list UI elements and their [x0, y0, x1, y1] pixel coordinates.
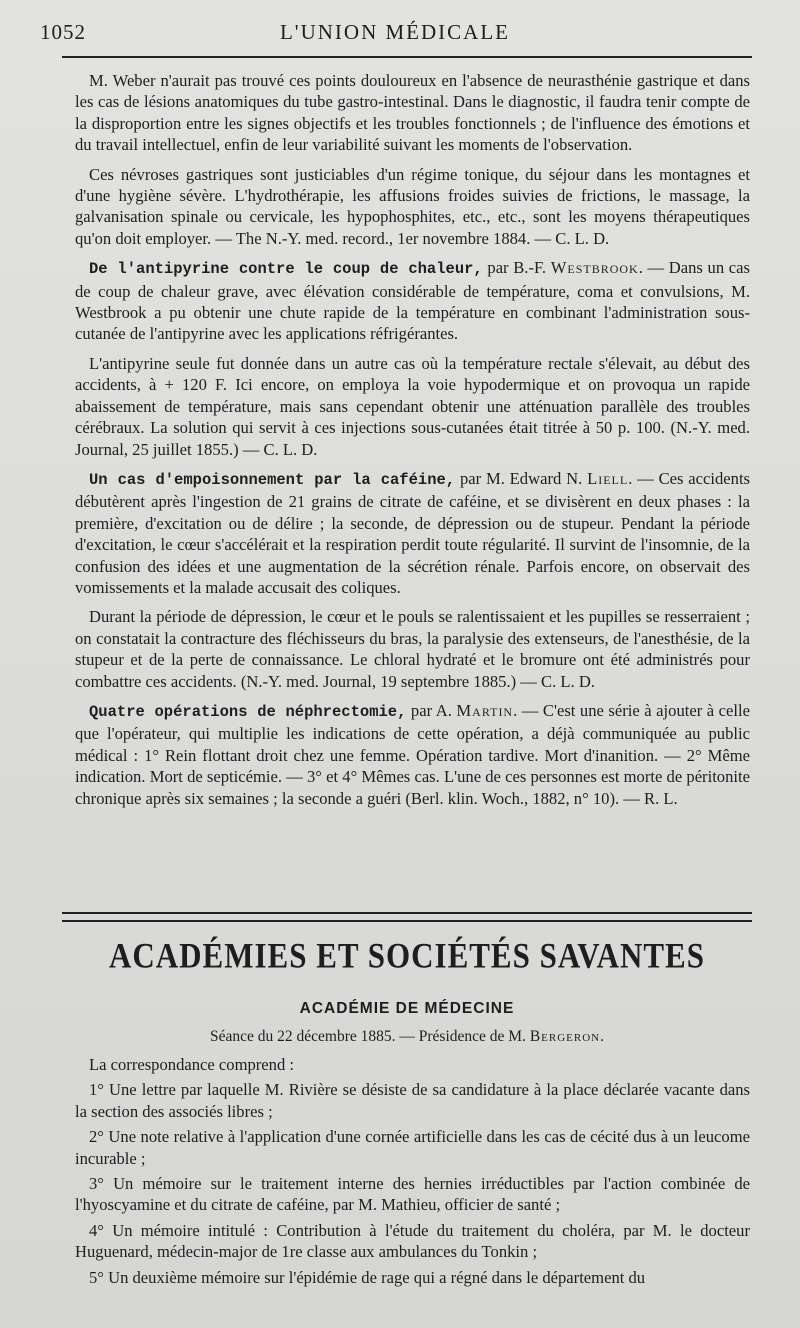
correspondance-intro: La correspondance comprend : — [89, 1055, 295, 1074]
paragraph-nevroses: Ces névroses gastriques sont justiciables d'un régime tonique, du séjour dans les montagnes et d'une hygiène sévère. L'hydrothérapie, les affusions froides suivies de frictions, le massage, la galvanisation spinale ou cervicale, les hypophosphites, etc., etc., sont les moyens thérapeutiques qu'on doit employer. — The N.-Y. med. record., 1er novembre 1884. — C. L. D. — [75, 164, 750, 248]
paragraph-antipyrine: De l'antipyrine contre le coup de chaleur, par B.-F. Westbrook. — Dans un cas de coup de chaleur grave, avec élévation considérable de température, coma et convulsions, M. Westbrook a pu obtenir une chute rapide de la température en combinant l'administration sous-cutanée de l'antipyrine avec les applications réfrigérantes. — [75, 258, 750, 344]
article-title-antipyrine: De l'antipyrine contre le coup de chaleur, — [89, 260, 483, 279]
paragraph-antipyrine-2: L'antipyrine seule fut donnée dans un autre cas où la température rectale s'élevait, au début des accidents, à + 120 F. Ici encore, on employa la voie hypodermique et on provoqua un rapide abaissement de température, mais sans cependant obtenir une atténuation parallèle des troubles cérébraux. La solution qui servit à ces injections sous-cutanées était titrée à 50 p. 100. (N.-Y. med. Journal, 25 juillet 1855.) — C. L. D. — [75, 353, 750, 459]
paragraph-nephrectomie: Quatre opérations de néphrectomie, par A. Martin. — C'est une série à ajouter à celle que l'opérateur, qui multiplie les indications de cette opération, a déjà communiquée au public médical : 1° Rein flottant droit chez une femme. Opération tardive. Mort d'inanition. — 2° Même indication. Mort de septicémie. — 3° et 4° Mêmes cas. L'une de ces personnes est morte de péritonite chronique après six semaines ; la seconde a guéri (Berl. klin. Woch., 1882, n° 10). — R. L. — [75, 700, 750, 808]
list-item: 5° Un deuxième mémoire sur l'épidémie de rage qui a régné dans le département du — [89, 1267, 646, 1287]
paragraph-cafeine: Un cas d'empoisonnement par la caféine, par M. Edward N. Liell. — Ces accidents débutèrent après l'ingestion de 21 grains de citrate de caféine, et se divisèrent en deux phases : la première, d'excitation ou de délire ; la seconde, de dépression ou de stupeur. Pendant la période d'excitation, le cœur s'accélérait et la respiration perdit toute régularité. Il survint de l'insomnie, de la confusion des idées et une augmentation de la sécrétion rénale. Parfois encore, on observait des vomissements et la malade accusait des coliques. — [75, 468, 751, 597]
section-double-rule — [62, 912, 752, 922]
running-header — [40, 20, 750, 46]
list-item: 3° Un mémoire sur le traitement interne des hernies irréductibles par l'action combinée de l'hyoscyamine et du citrate de caféine, par M. Mathieu, officier de santé ; — [75, 1174, 750, 1215]
page-number: 1052 — [40, 20, 86, 44]
section-heading: ACADÉMIES ET SOCIÉTÉS SAVANTES — [109, 935, 705, 976]
paragraph-weber: M. Weber n'aurait pas trouvé ces points douloureux en l'absence de neurasthénie gastrique et dans les cas de lésions anatomiques du tube gastro-intestinal. Dans le diagnostic, il faudra tenir compte de la disproportion entre les signes objectifs et les troubles fonctionnels ; de l'influence des émotions et du travail intellectuel, enfin de leur variabilité suivant les moments de l'observation. — [75, 71, 750, 155]
article-title-cafeine: Un cas d'empoisonnement par la caféine, — [89, 470, 456, 489]
author-martin: Martin — [456, 700, 514, 720]
author-westbrook: Westbrook — [550, 258, 639, 278]
list-item: 1° Une lettre par laquelle M. Rivière se désiste de sa candidature à la place déclarée vacante dans la section des associés libres ; — [75, 1080, 750, 1121]
subsection-heading: ACADÉMIE DE MÉDECINE — [299, 1000, 515, 1017]
paragraph-depression: Durant la période de dépression, le cœur et le pouls se ralentissaient et les pupilles se resserraient ; on constatait la contracture des fléchisseurs du bras, la paralysie des extenseurs, de l'anesthésie, de la stupeur et de la perte de connaissance. Le chloral hydraté et le bromure ont été administrés pour combattre ces accidents. (N.-Y. med. Journal, 19 septembre 1885.) — C. L. D. — [75, 607, 750, 691]
journal-title: L'UNION MÉDICALE — [279, 20, 510, 44]
president-name: Bergeron — [529, 1028, 601, 1045]
list-item: 2° Une note relative à l'application d'une cornée artificielle dans les cas de cécité dus à un leucome incurable ; — [75, 1127, 750, 1168]
header-rule — [62, 56, 752, 58]
correspondance-list — [75, 1054, 750, 1292]
list-item: 4° Un mémoire intitulé : Contribution à l'étude du traitement du choléra, par M. le docteur Huguenard, médecin-major de 1re classe aux ambulances du Tonkin ; — [75, 1220, 750, 1262]
article-title-nephrectomie: Quatre opérations de néphrectomie, — [89, 702, 407, 721]
seance-line: Séance du 22 décembre 1885. — Présidence de M. Bergeron. — [210, 1028, 604, 1045]
author-liell: Liell — [587, 468, 629, 488]
abstracts-column — [75, 70, 750, 817]
